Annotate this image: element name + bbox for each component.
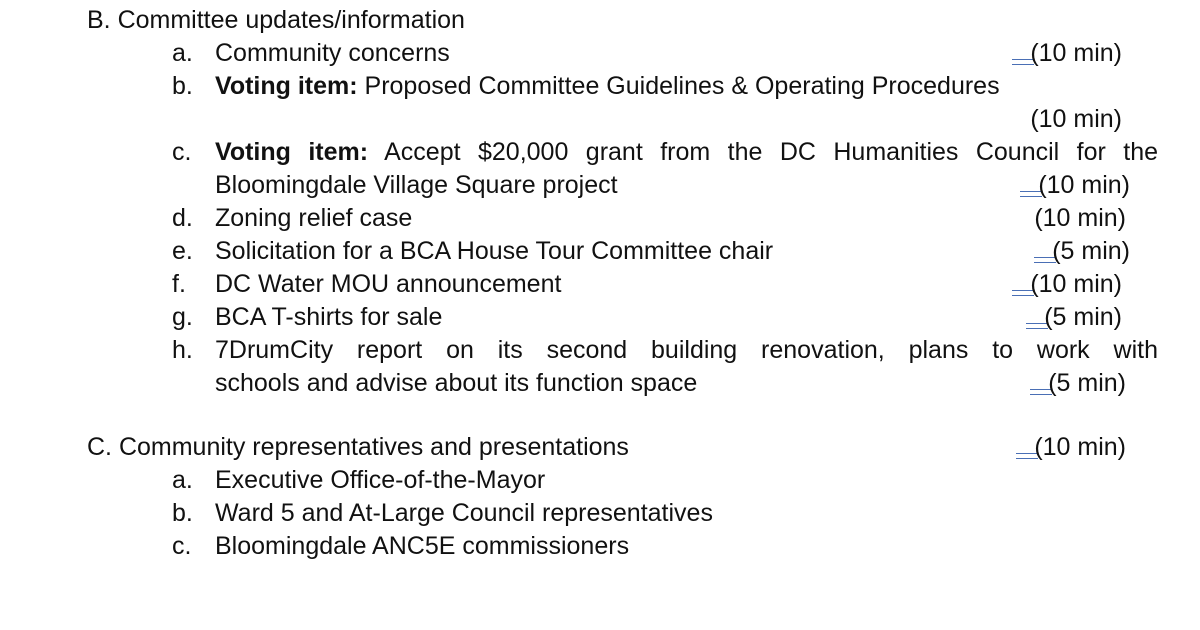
item-label: b.: [172, 72, 193, 100]
item-text: Zoning relief case: [215, 204, 413, 232]
item-time: (10 min): [1020, 170, 1130, 200]
item-label: a.: [172, 39, 193, 67]
item-text: Solicitation for a BCA House Tour Committee chair: [215, 237, 774, 265]
item-time: (10 min): [1012, 269, 1122, 299]
item-text: Bloomingdale ANC5E commissioners: [215, 532, 630, 560]
item-text: Ward 5 and At-Large Council representatives: [215, 499, 713, 527]
item-label: c.: [172, 138, 192, 166]
item-text: BCA T-shirts for sale: [215, 303, 443, 331]
item-label: c.: [172, 532, 192, 560]
item-label: g.: [172, 303, 193, 331]
item-text: 7DrumCity report on its second building renovation, plans to work with: [215, 336, 1158, 364]
item-time: (5 min): [1026, 302, 1122, 332]
item-text: DC Water MOU announcement: [215, 270, 562, 298]
item-text: Voting item: Proposed Committee Guidelines & Operating Procedures: [215, 72, 1000, 100]
item-label: f.: [172, 270, 186, 298]
item-text-continued: Bloomingdale Village Square project: [215, 171, 618, 199]
section-c-time: (10 min): [1016, 432, 1126, 462]
item-label: e.: [172, 237, 193, 265]
item-time: (5 min): [1034, 236, 1130, 266]
item-label: a.: [172, 466, 193, 494]
item-time: (10 min): [1030, 105, 1122, 133]
item-text: Community concerns: [215, 39, 450, 67]
item-text: Voting item: Accept $20,000 grant from the DC Humanities Council for the: [215, 138, 1159, 166]
item-label: b.: [172, 499, 193, 527]
item-text-continued: schools and advise about its function space: [215, 369, 698, 397]
item-text: Executive Office-of-the-Mayor: [215, 466, 546, 494]
section-b-heading: B. Committee updates/information: [87, 6, 465, 34]
item-time: (10 min): [1012, 38, 1122, 68]
item-label: d.: [172, 204, 193, 232]
item-label: h.: [172, 336, 193, 364]
item-time: (5 min): [1030, 368, 1126, 398]
item-time: (10 min): [1034, 204, 1126, 232]
section-c-heading: C. Community representatives and presentations: [87, 433, 629, 461]
